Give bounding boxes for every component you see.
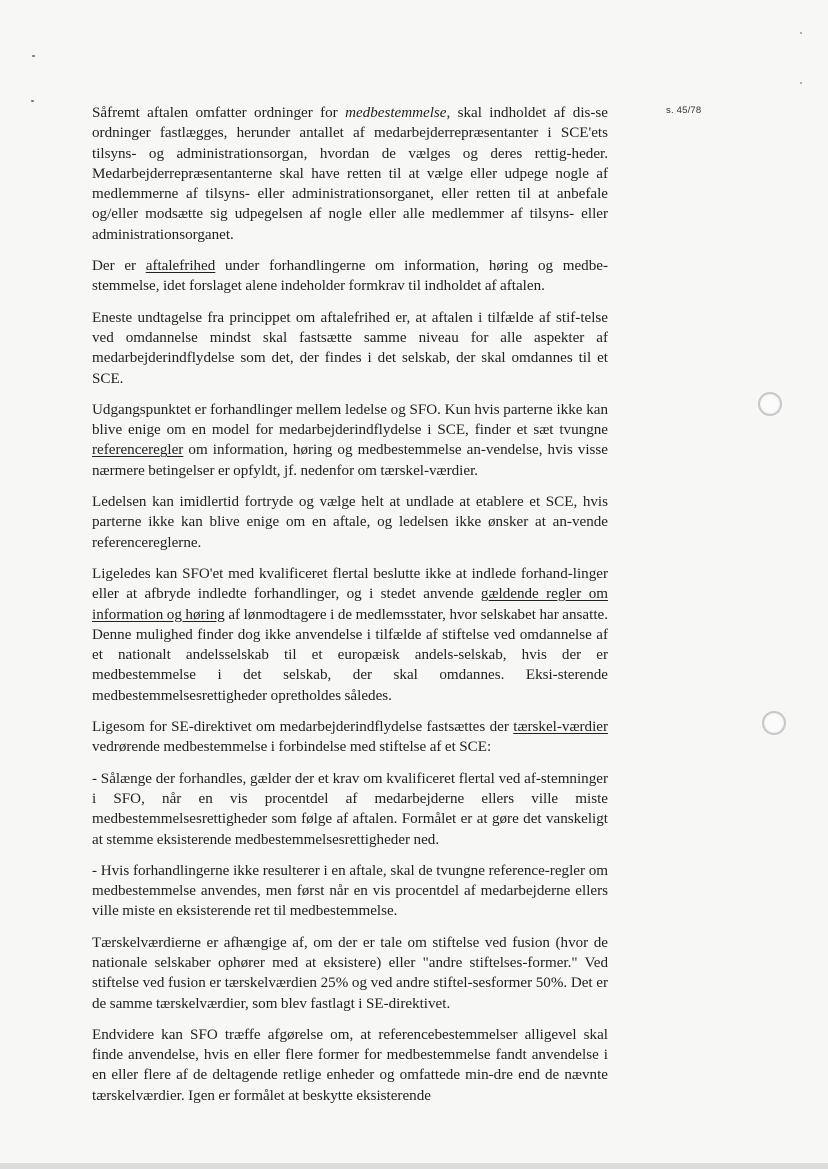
text-run: Ligesom for SE-direktivet om medarbejderindflydelse fastsættes der: [92, 719, 514, 736]
paragraph: [92, 400, 608, 481]
paragraph: [92, 492, 608, 553]
underlined-term: tærskel-værdier: [513, 719, 608, 736]
paragraph: [92, 933, 608, 1014]
text-run: Udgangspunktet er forhandlinger mellem ledelse og SFO. Kun hvis parterne ikke kan blive enige om en model for medarbejderindflydelse i SCE, finder et sæt tvungne: [92, 401, 608, 439]
text-run: Endvidere kan SFO træffe afgørelse om, at referencebestemmelser alligevel skal finde anvendelse, hvis en eller flere former for medbestemmelse fandt anvendelse i en eller flere af de deltagende retlige enheder og omfattede min-dre end de nævnte tærskelværdier. Igen er formålet at beskytte eksisterende: [92, 1026, 608, 1104]
page-bottom-edge: [0, 1163, 828, 1169]
scan-speck: [32, 55, 35, 57]
text-run: Der er: [92, 258, 146, 275]
text-run: Såfremt aftalen omfatter ordninger for: [92, 105, 346, 121]
underlined-term: referenceregler: [92, 442, 184, 459]
paragraph: [92, 103, 608, 245]
text-run: - Sålænge der forhandles, gælder der et krav om kvalificeret flertal ved af-stemninger i SFO, når en vis procentdel af medarbejderne ellers ville miste medbestemmelsesrettigheder som følge af aftalen. Formålet er at gøre det vanskeligt at stemme eksisterende medbestemmelsesrettigheder ned.: [92, 770, 608, 848]
paragraph: [92, 769, 608, 850]
text-run: om information, høring og medbestemmelse an-vendelse, hvis visse nærmere betingelser er opfyldt, jf. nedenfor om tærskel-værdier.: [92, 442, 608, 479]
paragraph: [92, 308, 608, 389]
text-run: Tærskelværdierne er afhængige af, om der er tale om stiftelse ved fusion (hvor de nationale selskaber ophører med at eksistere) eller "andre stiftelses-former." Ved stiftelse ved fusion er tærskelværdien 25% og ved andre stiftel-sesformer 50%. Det er de samme tærskelværdier, som blev fastlagt i SE-direktivet.: [92, 934, 608, 1012]
text-run: , skal indholdet af dis-se ordninger fastlægges, herunder antallet af medarbejderrepræsentanter i SCE'ets tilsyns- og administrationsorgan, hvordan de vælges og deres rettig-heder. Medarbejderrepræsentanterne skal have retten til at vælge eller udpege nogle af medlemmerne af tilsyns- eller administrationsorganet, eller retten til at anbefale og/eller modsætte sig udpegelsen af nogle eller alle medlemmer af tilsyns- eller administrationsorganet.: [92, 105, 608, 243]
scan-speck: [800, 32, 802, 34]
document-body: [92, 103, 608, 1117]
text-run: vedrørende medbestemmelse i forbindelse med stiftelse af et SCE:: [92, 739, 492, 756]
text-run: Eneste undtagelse fra princippet om aftalefrihed er, at aftalen i tilfælde af stif-telse ved omdannelse mindst skal fastsætte samme niveau for alle aspekter af medarbejderindflydelse som det, der findes i det selskab, der skal omdannes til et SCE.: [92, 309, 608, 387]
text-run: Ledelsen kan imidlertid fortryde og vælge helt at undlade at etablere et SCE, hvis parterne ikke kan blive enige om en aftale, og ledelsen ikke ønsker at an-vende referencereglerne.: [92, 494, 608, 551]
text-run: Ligeledes kan SFO'et med kvalificeret flertal beslutte ikke at indlede forhand-linger eller at afbryde indledte forhandlinger, og i stedet anvende: [92, 565, 608, 603]
paragraph: [92, 1025, 608, 1106]
text-run: under forhandlingerne om information, høring og medbe-stemmelse, idet forslaget alene indeholder formkrav til indholdet af aftalen.: [92, 258, 608, 295]
text-run: af lønmodtagere i de medlemsstater, hvor selskabet har ansatte. Denne mulighed finder dog ikke anvendelse i tilfælde af stiftelse ved omdannelse af et nationalt andelsselskab til et europæisk andels-selskab, hvis der er medbestemmelse i det selskab, der skal omdannes. Eksi-sterende medbestemmelsesrettigheder opretholdes således.: [92, 606, 608, 704]
underlined-term: gældende regler om information og høring: [92, 586, 608, 623]
paragraph: [92, 861, 608, 922]
paragraph: [92, 564, 608, 706]
paragraph: [92, 256, 608, 297]
underlined-term: aftalefrihed: [145, 258, 216, 275]
scan-speck: [31, 100, 34, 102]
punch-hole: [758, 392, 782, 416]
paragraph: [92, 717, 608, 758]
scan-speck: [800, 82, 802, 84]
punch-hole: [762, 711, 786, 735]
page-number: s. 45/78: [666, 105, 702, 116]
text-run: - Hvis forhandlingerne ikke resulterer i en aftale, skal de tvungne reference-regler om medbestemmelse anvendes, men først når en vis procentdel af medarbejderne ellers ville miste en eksisterende ret til medbestemmelse.: [92, 862, 608, 920]
italic-term: medbestemmelse: [345, 105, 447, 121]
